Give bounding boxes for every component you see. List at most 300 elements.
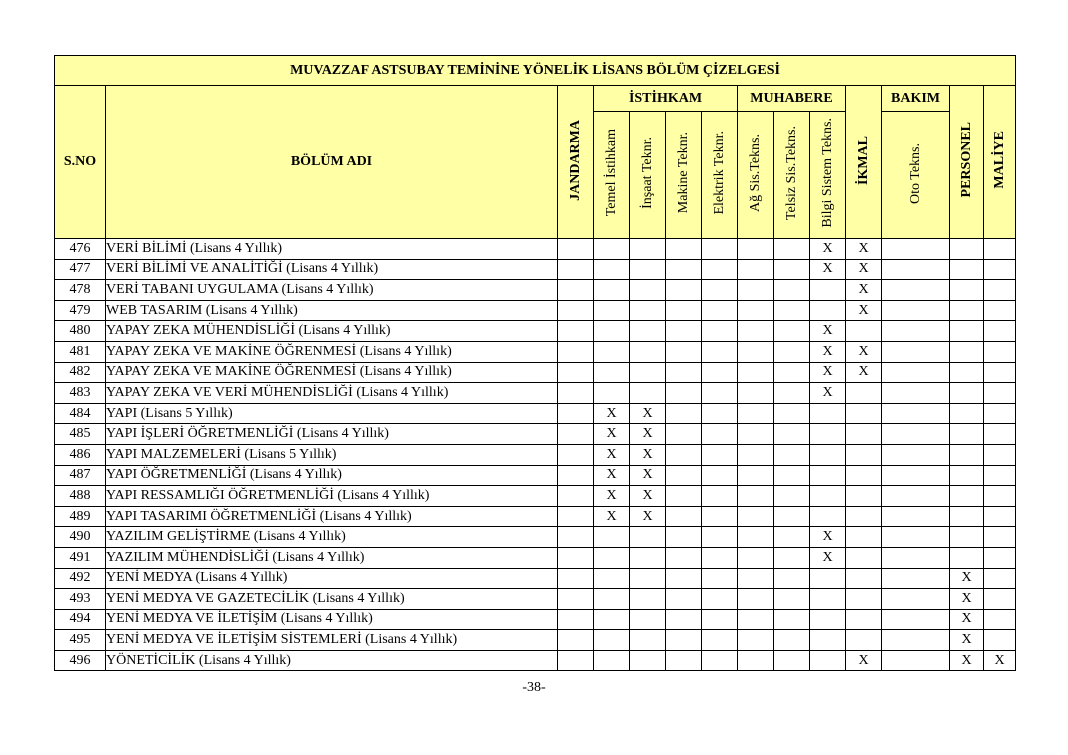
row-mark-cell (702, 527, 738, 548)
row-mark-cell (984, 403, 1016, 424)
row-mark-cell: X (630, 506, 666, 527)
row-mark-cell (774, 465, 810, 486)
table-row (55, 259, 1016, 280)
header-insaat-teknr: İnşaat Teknr. (630, 112, 666, 239)
row-bolum-adi: YENİ MEDYA VE GAZETECİLİK (Lisans 4 Yıllık) (106, 589, 558, 610)
table-row (55, 403, 1016, 424)
row-mark-cell (882, 259, 950, 280)
row-mark-cell (594, 341, 630, 362)
row-bolum-adi: YAPAY ZEKA MÜHENDİSLİĞİ (Lisans 4 Yıllık) (106, 321, 558, 342)
row-mark-cell: X (950, 650, 984, 671)
row-mark-cell (882, 300, 950, 321)
row-mark-cell (810, 465, 846, 486)
row-mark-cell (738, 259, 774, 280)
row-mark-cell: X (594, 424, 630, 445)
header-istihkam: İSTİHKAM (594, 86, 738, 112)
row-mark-cell (702, 383, 738, 404)
row-number: 496 (55, 650, 106, 671)
row-mark-cell: X (984, 650, 1016, 671)
row-mark-cell: X (810, 362, 846, 383)
row-mark-cell: X (810, 383, 846, 404)
row-mark-cell: X (594, 486, 630, 507)
table-row (55, 630, 1016, 651)
row-mark-cell (594, 383, 630, 404)
row-mark-cell (984, 259, 1016, 280)
row-mark-cell (950, 486, 984, 507)
row-bolum-adi: YAPAY ZEKA VE VERİ MÜHENDİSLİĞİ (Lisans 4 Yıllık) (106, 383, 558, 404)
row-number: 484 (55, 403, 106, 424)
row-mark-cell (810, 444, 846, 465)
row-mark-cell (738, 547, 774, 568)
row-mark-cell (702, 609, 738, 630)
row-mark-cell (774, 589, 810, 610)
table-row (55, 280, 1016, 301)
row-mark-cell (984, 527, 1016, 548)
row-number: 494 (55, 609, 106, 630)
row-mark-cell (846, 589, 882, 610)
row-number: 479 (55, 300, 106, 321)
row-mark-cell (558, 280, 594, 301)
row-mark-cell (738, 527, 774, 548)
page-number: -38- (522, 680, 546, 695)
row-mark-cell (558, 444, 594, 465)
row-mark-cell: X (630, 465, 666, 486)
row-mark-cell (950, 300, 984, 321)
table-row (55, 341, 1016, 362)
row-number: 483 (55, 383, 106, 404)
row-mark-cell (558, 403, 594, 424)
row-mark-cell (594, 609, 630, 630)
row-mark-cell (594, 527, 630, 548)
row-mark-cell (702, 547, 738, 568)
row-mark-cell (666, 589, 702, 610)
row-mark-cell (738, 239, 774, 260)
header-makine-teknr: Makine Teknr. (666, 112, 702, 239)
row-mark-cell (738, 424, 774, 445)
table-row (55, 444, 1016, 465)
row-mark-cell (774, 239, 810, 260)
row-mark-cell (558, 239, 594, 260)
row-mark-cell (950, 239, 984, 260)
row-mark-cell (630, 341, 666, 362)
row-mark-cell (702, 568, 738, 589)
row-number: 486 (55, 444, 106, 465)
row-mark-cell (702, 630, 738, 651)
row-mark-cell (774, 609, 810, 630)
table-body (55, 239, 1016, 671)
row-mark-cell (810, 403, 846, 424)
row-mark-cell (630, 383, 666, 404)
row-mark-cell (950, 341, 984, 362)
row-mark-cell (666, 568, 702, 589)
header-ag-sis-tekns: Ağ Sis.Tekns. (738, 112, 774, 239)
header-bakim: BAKIM (882, 86, 950, 112)
row-mark-cell (882, 403, 950, 424)
row-mark-cell (666, 486, 702, 507)
row-mark-cell (738, 465, 774, 486)
row-mark-cell: X (950, 568, 984, 589)
row-mark-cell (774, 259, 810, 280)
row-mark-cell (950, 527, 984, 548)
row-mark-cell (882, 547, 950, 568)
row-mark-cell (738, 280, 774, 301)
row-mark-cell (774, 362, 810, 383)
row-mark-cell (774, 486, 810, 507)
row-mark-cell (950, 259, 984, 280)
row-mark-cell (666, 465, 702, 486)
row-mark-cell (738, 589, 774, 610)
row-mark-cell (882, 341, 950, 362)
row-mark-cell (984, 630, 1016, 651)
row-mark-cell (810, 300, 846, 321)
table-row (55, 424, 1016, 445)
row-mark-cell (984, 321, 1016, 342)
row-mark-cell (738, 506, 774, 527)
row-mark-cell (630, 362, 666, 383)
row-mark-cell (738, 383, 774, 404)
row-mark-cell (702, 506, 738, 527)
row-number: 480 (55, 321, 106, 342)
header-sno: S.NO (55, 86, 106, 239)
row-bolum-adi: WEB TASARIM (Lisans 4 Yıllık) (106, 300, 558, 321)
row-number: 491 (55, 547, 106, 568)
row-mark-cell (630, 547, 666, 568)
header-ikmal: İKMAL (846, 86, 882, 239)
row-mark-cell (810, 568, 846, 589)
row-mark-cell (702, 424, 738, 445)
row-mark-cell (846, 321, 882, 342)
row-mark-cell (738, 630, 774, 651)
row-mark-cell (774, 300, 810, 321)
table-row (55, 486, 1016, 507)
row-mark-cell (882, 650, 950, 671)
header-maliye: MALİYE (984, 86, 1016, 239)
row-mark-cell (702, 444, 738, 465)
header-telsiz-sis-tekns: Telsiz Sis.Tekns. (774, 112, 810, 239)
row-mark-cell: X (630, 486, 666, 507)
row-mark-cell (738, 650, 774, 671)
row-mark-cell (594, 650, 630, 671)
header-temel-istihkam: Temel İstihkam (594, 112, 630, 239)
row-mark-cell: X (630, 424, 666, 445)
row-mark-cell (846, 568, 882, 589)
row-mark-cell (810, 486, 846, 507)
row-mark-cell: X (810, 547, 846, 568)
row-mark-cell (738, 403, 774, 424)
row-mark-cell (846, 444, 882, 465)
row-mark-cell (882, 424, 950, 445)
row-mark-cell: X (846, 280, 882, 301)
row-mark-cell (950, 321, 984, 342)
row-mark-cell (666, 300, 702, 321)
row-number: 476 (55, 239, 106, 260)
row-number: 482 (55, 362, 106, 383)
row-mark-cell (810, 589, 846, 610)
row-mark-cell (774, 547, 810, 568)
row-mark-cell (774, 424, 810, 445)
row-mark-cell: X (594, 465, 630, 486)
row-mark-cell (666, 321, 702, 342)
row-mark-cell (558, 547, 594, 568)
row-mark-cell: X (594, 506, 630, 527)
header-bilgi-sistem-tekns: Bilgi Sistem Tekns. (810, 112, 846, 239)
row-bolum-adi: YAZILIM MÜHENDİSLİĞİ (Lisans 4 Yıllık) (106, 547, 558, 568)
row-number: 478 (55, 280, 106, 301)
row-mark-cell (630, 280, 666, 301)
row-mark-cell: X (846, 300, 882, 321)
row-bolum-adi: VERİ BİLİMİ VE ANALİTİĞİ (Lisans 4 Yıllık) (106, 259, 558, 280)
table-row (55, 383, 1016, 404)
row-mark-cell (666, 547, 702, 568)
row-mark-cell: X (594, 403, 630, 424)
row-mark-cell (738, 609, 774, 630)
row-mark-cell (666, 341, 702, 362)
row-mark-cell (846, 403, 882, 424)
row-mark-cell: X (950, 630, 984, 651)
table-row (55, 568, 1016, 589)
row-mark-cell (594, 547, 630, 568)
row-number: 492 (55, 568, 106, 589)
row-mark-cell (846, 486, 882, 507)
table-row (55, 465, 1016, 486)
row-mark-cell (558, 568, 594, 589)
row-bolum-adi: YAPI RESSAMLIĞI ÖĞRETMENLİĞİ (Lisans 4 Yıllık) (106, 486, 558, 507)
row-number: 488 (55, 486, 106, 507)
row-mark-cell (666, 383, 702, 404)
row-mark-cell (984, 444, 1016, 465)
row-mark-cell (984, 568, 1016, 589)
row-mark-cell (950, 424, 984, 445)
row-mark-cell (774, 321, 810, 342)
row-mark-cell (738, 486, 774, 507)
row-mark-cell: X (846, 259, 882, 280)
row-mark-cell (558, 465, 594, 486)
row-mark-cell (702, 239, 738, 260)
row-mark-cell (558, 609, 594, 630)
row-mark-cell (702, 362, 738, 383)
header-bolum-adi: BÖLÜM ADI (106, 86, 558, 239)
row-mark-cell (950, 444, 984, 465)
row-mark-cell: X (950, 589, 984, 610)
row-mark-cell (950, 465, 984, 486)
row-mark-cell (594, 589, 630, 610)
header-muhabere: MUHABERE (738, 86, 846, 112)
row-mark-cell (738, 321, 774, 342)
row-mark-cell (882, 506, 950, 527)
row-mark-cell (774, 527, 810, 548)
row-mark-cell (702, 341, 738, 362)
row-mark-cell (630, 589, 666, 610)
row-mark-cell: X (846, 239, 882, 260)
row-mark-cell: X (810, 321, 846, 342)
table-title: MUVAZZAF ASTSUBAY TEMİNİNE YÖNELİK LİSANS BÖLÜM ÇİZELGESİ (55, 56, 1016, 86)
row-mark-cell (950, 362, 984, 383)
row-mark-cell (984, 547, 1016, 568)
row-bolum-adi: YAPI ÖĞRETMENLİĞİ (Lisans 4 Yıllık) (106, 465, 558, 486)
row-mark-cell (882, 362, 950, 383)
row-mark-cell (950, 403, 984, 424)
table-row (55, 589, 1016, 610)
row-mark-cell (882, 444, 950, 465)
row-mark-cell (630, 259, 666, 280)
row-mark-cell (882, 609, 950, 630)
row-mark-cell (702, 465, 738, 486)
header-jandarma: JANDARMA (558, 86, 594, 239)
row-mark-cell (882, 486, 950, 507)
row-bolum-adi: YENİ MEDYA VE İLETİŞİM SİSTEMLERİ (Lisans 4 Yıllık) (106, 630, 558, 651)
table-row (55, 321, 1016, 342)
row-mark-cell (666, 630, 702, 651)
row-mark-cell (984, 383, 1016, 404)
row-mark-cell (984, 341, 1016, 362)
row-bolum-adi: YAPAY ZEKA VE MAKİNE ÖĞRENMESİ (Lisans 4 Yıllık) (106, 362, 558, 383)
row-mark-cell (666, 506, 702, 527)
row-mark-cell (774, 630, 810, 651)
row-number: 477 (55, 259, 106, 280)
row-mark-cell (882, 321, 950, 342)
row-bolum-adi: YENİ MEDYA VE İLETİŞİM (Lisans 4 Yıllık) (106, 609, 558, 630)
row-mark-cell (666, 239, 702, 260)
row-mark-cell (984, 506, 1016, 527)
row-mark-cell: X (846, 650, 882, 671)
row-bolum-adi: YAZILIM GELİŞTİRME (Lisans 4 Yıllık) (106, 527, 558, 548)
row-mark-cell (774, 506, 810, 527)
row-mark-cell (882, 280, 950, 301)
table-row (55, 300, 1016, 321)
row-mark-cell (846, 609, 882, 630)
row-mark-cell: X (630, 403, 666, 424)
row-mark-cell (846, 547, 882, 568)
row-bolum-adi: YAPI TASARIMI ÖĞRETMENLİĞİ (Lisans 4 Yıllık) (106, 506, 558, 527)
row-mark-cell (594, 362, 630, 383)
row-mark-cell (558, 630, 594, 651)
row-number: 487 (55, 465, 106, 486)
row-mark-cell (666, 424, 702, 445)
row-mark-cell (558, 650, 594, 671)
row-mark-cell (630, 630, 666, 651)
row-mark-cell: X (846, 341, 882, 362)
row-mark-cell (558, 300, 594, 321)
row-mark-cell (774, 650, 810, 671)
row-mark-cell (984, 362, 1016, 383)
row-mark-cell (984, 589, 1016, 610)
row-mark-cell (630, 239, 666, 260)
row-mark-cell (882, 383, 950, 404)
row-mark-cell (630, 321, 666, 342)
row-mark-cell (738, 300, 774, 321)
row-mark-cell (810, 280, 846, 301)
header-personel: PERSONEL (950, 86, 984, 239)
row-mark-cell (702, 321, 738, 342)
row-mark-cell (702, 300, 738, 321)
row-mark-cell (810, 506, 846, 527)
row-mark-cell (666, 259, 702, 280)
row-mark-cell (882, 568, 950, 589)
row-mark-cell (594, 568, 630, 589)
row-mark-cell (846, 630, 882, 651)
row-mark-cell: X (810, 527, 846, 548)
row-bolum-adi: YAPAY ZEKA VE MAKİNE ÖĞRENMESİ (Lisans 4 Yıllık) (106, 341, 558, 362)
row-mark-cell (594, 239, 630, 260)
row-mark-cell (846, 383, 882, 404)
row-bolum-adi: YAPI İŞLERİ ÖĞRETMENLİĞİ (Lisans 4 Yıllık) (106, 424, 558, 445)
table-row (55, 650, 1016, 671)
row-mark-cell (558, 506, 594, 527)
row-number: 490 (55, 527, 106, 548)
row-bolum-adi: YENİ MEDYA (Lisans 4 Yıllık) (106, 568, 558, 589)
row-mark-cell (702, 280, 738, 301)
row-mark-cell (630, 609, 666, 630)
row-mark-cell (630, 527, 666, 548)
row-mark-cell (558, 362, 594, 383)
row-bolum-adi: VERİ TABANI UYGULAMA (Lisans 4 Yıllık) (106, 280, 558, 301)
row-number: 493 (55, 589, 106, 610)
row-mark-cell (558, 321, 594, 342)
row-mark-cell (810, 424, 846, 445)
row-mark-cell (666, 609, 702, 630)
row-mark-cell (630, 568, 666, 589)
row-mark-cell (738, 444, 774, 465)
row-mark-cell (558, 527, 594, 548)
table-row (55, 547, 1016, 568)
row-mark-cell (702, 403, 738, 424)
row-mark-cell: X (950, 609, 984, 630)
row-mark-cell (882, 465, 950, 486)
header-oto-tekns: Oto Tekns. (882, 112, 950, 239)
row-mark-cell (774, 383, 810, 404)
table-row (55, 527, 1016, 548)
row-mark-cell (558, 341, 594, 362)
row-mark-cell (950, 280, 984, 301)
row-mark-cell (594, 280, 630, 301)
row-mark-cell (702, 259, 738, 280)
row-mark-cell (558, 383, 594, 404)
row-mark-cell (984, 609, 1016, 630)
row-bolum-adi: YÖNETİCİLİK (Lisans 4 Yıllık) (106, 650, 558, 671)
row-mark-cell (666, 444, 702, 465)
row-mark-cell (738, 341, 774, 362)
row-mark-cell (984, 424, 1016, 445)
row-mark-cell (950, 383, 984, 404)
row-mark-cell (846, 527, 882, 548)
row-mark-cell (846, 465, 882, 486)
row-mark-cell (950, 506, 984, 527)
lisans-bolum-table (54, 55, 1016, 671)
row-bolum-adi: VERİ BİLİMİ (Lisans 4 Yıllık) (106, 239, 558, 260)
table-row (55, 239, 1016, 260)
table-row (55, 609, 1016, 630)
row-mark-cell (774, 341, 810, 362)
row-mark-cell (594, 259, 630, 280)
row-mark-cell (774, 280, 810, 301)
row-mark-cell (594, 300, 630, 321)
table-row (55, 362, 1016, 383)
row-mark-cell (810, 650, 846, 671)
row-number: 489 (55, 506, 106, 527)
row-mark-cell (666, 362, 702, 383)
row-mark-cell (774, 568, 810, 589)
row-mark-cell (738, 362, 774, 383)
row-mark-cell (882, 589, 950, 610)
row-mark-cell: X (810, 259, 846, 280)
row-mark-cell (558, 589, 594, 610)
row-mark-cell: X (810, 341, 846, 362)
row-mark-cell (774, 403, 810, 424)
row-mark-cell (950, 547, 984, 568)
row-mark-cell: X (594, 444, 630, 465)
row-mark-cell (738, 568, 774, 589)
row-number: 485 (55, 424, 106, 445)
